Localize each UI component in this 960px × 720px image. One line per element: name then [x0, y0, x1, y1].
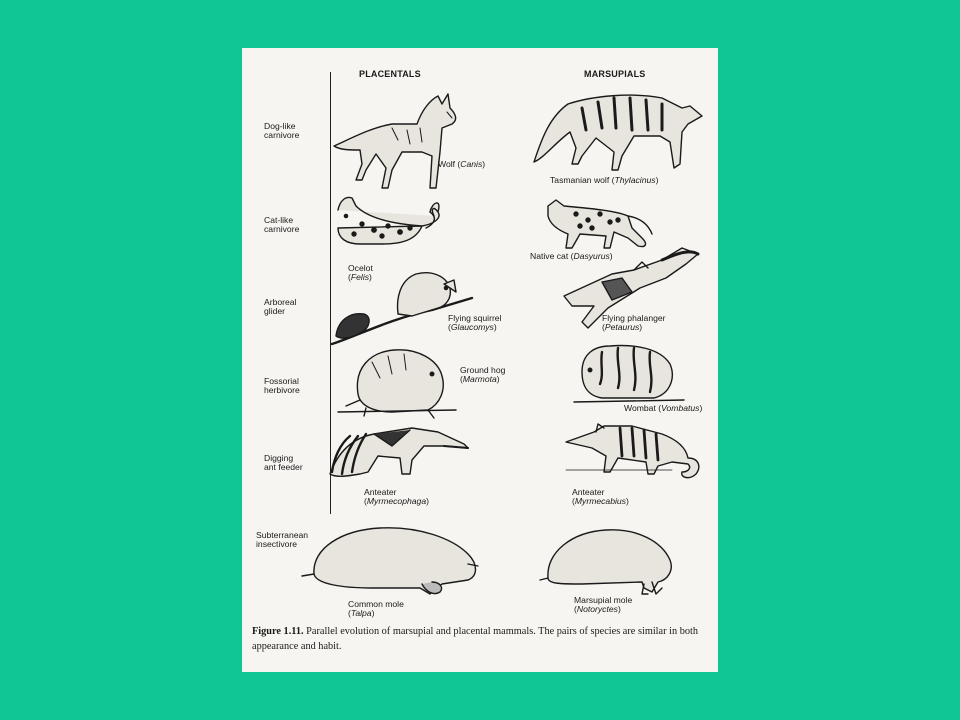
- tasmanian-wolf-icon: [534, 95, 702, 170]
- label-placental-anteater: Anteater (Myrmecophaga): [364, 487, 429, 507]
- ground-hog-icon: [338, 350, 456, 418]
- flying-squirrel-icon: [332, 273, 472, 344]
- marsupials-header: MARSUPIALS: [584, 69, 646, 79]
- numbat-icon: [566, 424, 699, 478]
- category-cat-like: Cat-like carnivore: [264, 215, 300, 235]
- label-native-cat: Native cat (Dasyurus): [530, 251, 613, 261]
- category-dog-like: Dog-like carnivore: [264, 121, 300, 141]
- ocelot-icon: [338, 198, 439, 245]
- label-marsupial-mole: Marsupial mole (Notoryctes): [574, 595, 633, 615]
- wolf-icon: [334, 94, 456, 188]
- placentals-header: PLACENTALS: [359, 69, 421, 79]
- marsupial-mole-icon: [540, 530, 671, 594]
- native-cat-icon: [548, 200, 652, 248]
- label-wombat: Wombat (Vombatus): [624, 403, 703, 413]
- category-subterranean: Subterranean insectivore: [256, 530, 309, 550]
- label-ground-hog: Ground hog (Marmota): [460, 365, 506, 385]
- figure-page: [242, 48, 718, 672]
- label-common-mole: Common mole (Talpa): [348, 599, 404, 619]
- category-fossorial: Fossorial herbivore: [264, 376, 300, 396]
- wombat-icon: [574, 346, 684, 402]
- figure-caption: [252, 625, 712, 655]
- label-marsupial-anteater: Anteater (Myrmecabius): [572, 487, 629, 507]
- label-wolf: Wolf (Canis): [438, 159, 486, 169]
- label-ocelot: Ocelot (Felis): [348, 263, 373, 283]
- figure-number: Figure 1.11.: [252, 626, 304, 637]
- common-mole-icon: [302, 528, 478, 594]
- category-digging: Digging ant feeder: [264, 453, 303, 473]
- animal-illustrations: [242, 48, 718, 672]
- label-flying-phalanger: Flying phalanger (Petaurus): [602, 313, 666, 333]
- giant-anteater-icon: [330, 428, 468, 476]
- category-arboreal: Arboreal glider: [264, 297, 297, 317]
- label-tasmanian-wolf: Tasmanian wolf (Thylacinus): [550, 175, 659, 185]
- caption-text: Parallel evolution of marsupial and placental mammals. The pairs of species are similar in both appearance and habit.: [252, 626, 699, 652]
- label-flying-squirrel: Flying squirrel (Glaucomys): [448, 313, 502, 333]
